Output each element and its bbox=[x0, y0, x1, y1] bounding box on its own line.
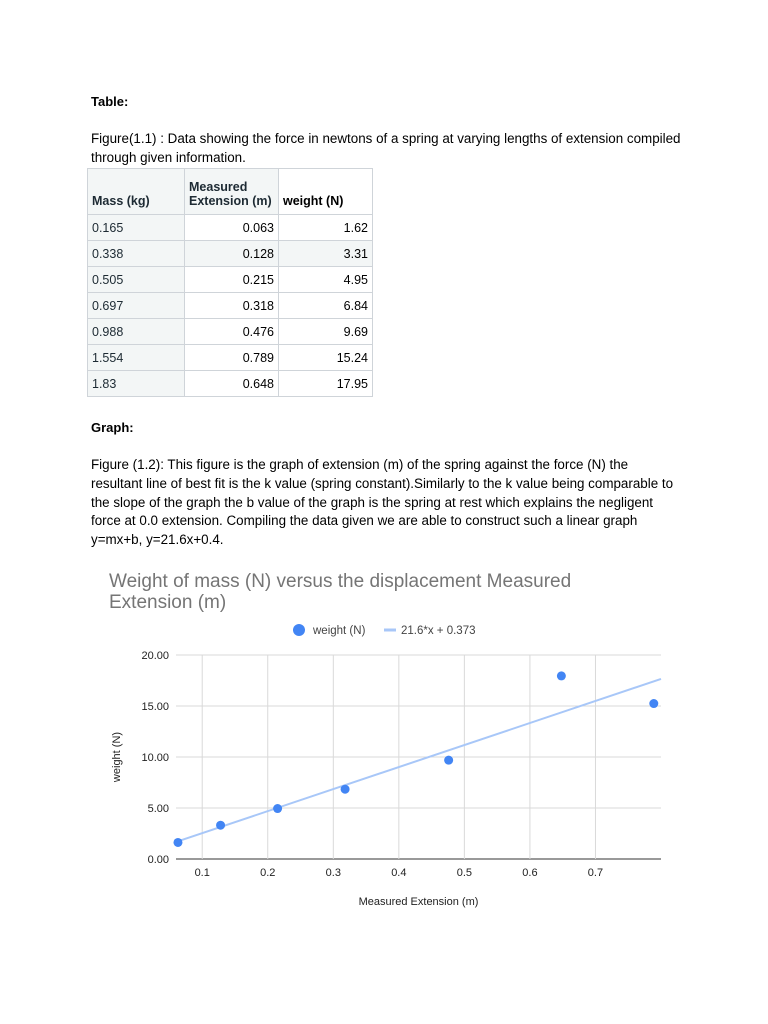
cell-weight: 6.84 bbox=[279, 293, 373, 319]
trendline bbox=[176, 679, 661, 842]
x-tick-label: 0.2 bbox=[260, 867, 276, 879]
header-mass: Mass (kg) bbox=[88, 169, 185, 215]
figure1-caption: Figure(1.1) : Data showing the force in newtons of a spring at varying lengths of extension compiled through given information. bbox=[91, 131, 681, 165]
header-weight: weight (N) bbox=[279, 169, 373, 215]
cell-weight: 1.62 bbox=[279, 215, 373, 241]
y-axis-title: weight (N) bbox=[111, 731, 123, 783]
cell-weight: 17.95 bbox=[279, 371, 373, 397]
cell-mass: 0.988 bbox=[88, 319, 185, 345]
data-point bbox=[649, 699, 658, 708]
x-tick-label: 0.4 bbox=[391, 867, 407, 879]
table-row bbox=[88, 215, 373, 241]
cell-weight: 4.95 bbox=[279, 267, 373, 293]
legend-point-marker bbox=[293, 624, 305, 636]
table-row bbox=[88, 371, 373, 397]
table-row bbox=[88, 345, 373, 371]
table-header-row bbox=[88, 169, 373, 215]
x-tick-label: 0.6 bbox=[522, 867, 538, 879]
table-row bbox=[88, 267, 373, 293]
header-extension: Measured Extension (m) bbox=[185, 169, 279, 215]
cell-extension: 0.318 bbox=[185, 293, 279, 319]
cell-mass: 0.505 bbox=[88, 267, 185, 293]
legend-trendline-label: 21.6*x + 0.373 bbox=[401, 625, 476, 637]
cell-mass: 0.338 bbox=[88, 241, 185, 267]
cell-extension: 0.789 bbox=[185, 345, 279, 371]
cell-mass: 0.697 bbox=[88, 293, 185, 319]
x-axis-title: Measured Extension (m) bbox=[358, 896, 479, 908]
cell-extension: 0.128 bbox=[185, 241, 279, 267]
scatter-chart bbox=[100, 560, 680, 920]
y-tick-label: 10.00 bbox=[141, 752, 169, 764]
x-tick-label: 0.3 bbox=[325, 867, 341, 879]
table-row bbox=[88, 319, 373, 345]
table-heading: Table: bbox=[91, 94, 129, 109]
cell-extension: 0.476 bbox=[185, 319, 279, 345]
cell-weight: 15.24 bbox=[279, 345, 373, 371]
chart-title: Weight of mass (N) versus the displacement Measured Extension (m) bbox=[109, 571, 572, 613]
cell-extension: 0.648 bbox=[185, 371, 279, 397]
data-point bbox=[273, 804, 282, 813]
data-point bbox=[216, 821, 225, 830]
figure2-caption: Figure (1.2): This figure is the graph of extension (m) of the spring against the force (N) the resultant line of best fit is the k value (spring constant).Similarly to the k value being comparable to the slope of the graph the b value of the graph is the spring at rest which explains the negligent force at 0.0 extension. Compiling the data given we are able to construct such a linear graph y=mx+b, y=21.6x+0.4. bbox=[91, 457, 674, 548]
y-tick-label: 15.00 bbox=[141, 701, 169, 713]
x-tick-label: 0.7 bbox=[587, 867, 604, 879]
data-point bbox=[341, 785, 350, 794]
cell-extension: 0.215 bbox=[185, 267, 279, 293]
data-table bbox=[87, 168, 373, 397]
y-tick-label: 5.00 bbox=[147, 803, 169, 815]
table-row bbox=[88, 293, 373, 319]
legend-series-label: weight (N) bbox=[313, 625, 366, 637]
data-point bbox=[557, 671, 566, 680]
data-point bbox=[173, 838, 182, 847]
graph-heading: Graph: bbox=[91, 420, 134, 435]
y-tick-label: 20.00 bbox=[141, 650, 169, 662]
x-tick-label: 0.5 bbox=[456, 867, 473, 879]
x-tick-label: 0.1 bbox=[194, 867, 210, 879]
cell-mass: 1.554 bbox=[88, 345, 185, 371]
cell-weight: 3.31 bbox=[279, 241, 373, 267]
cell-weight: 9.69 bbox=[279, 319, 373, 345]
cell-mass: 1.83 bbox=[88, 371, 185, 397]
y-tick-label: 0.00 bbox=[147, 854, 169, 866]
cell-mass: 0.165 bbox=[88, 215, 185, 241]
data-point bbox=[444, 756, 453, 765]
cell-extension: 0.063 bbox=[185, 215, 279, 241]
table-row bbox=[88, 241, 373, 267]
